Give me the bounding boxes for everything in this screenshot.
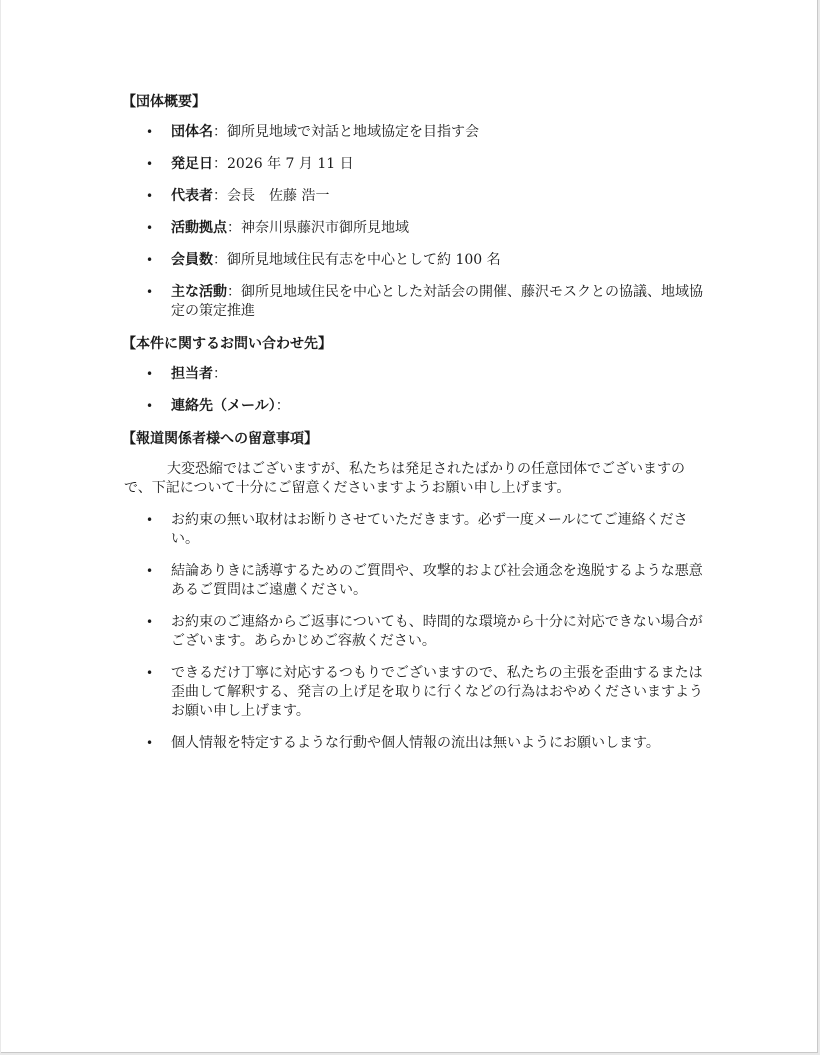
item-sep: ： [227,220,241,236]
bullet-icon: • [146,564,154,578]
list-item [124,734,704,753]
item-sep: ： [213,188,227,204]
press-notes-heading: 【報道関係者様への留意事項】 [122,431,318,447]
bullet-icon: • [146,125,154,139]
item-value: 2026 年 7 月 11 日 [227,156,354,172]
bullet-icon: • [146,285,154,299]
item-label: 団体名 [171,124,213,140]
item-label: 連絡先（メール） [171,398,276,414]
bullet-icon: • [146,157,154,171]
list-item [124,283,704,321]
list-item [124,562,704,600]
item-sep: ： [213,366,227,382]
list-item [124,365,704,384]
list-item [124,664,704,721]
item-sep: ： [213,156,227,172]
item-sep: ： [227,284,241,300]
note-text: 個人情報を特定するような行動や個人情報の流出は無いようにお願いします。 [171,735,660,751]
note-text: 結論ありきに誘導するためのご質問や、攻撃的および社会通念を逸脱するような悪意あるご質問はご遠慮ください。 [171,563,703,598]
press-notes-intro: 大変恐縮ではございますが、私たちは発足されたばかりの任意団体でございますので、下記について十分にご留意くださいますようお願い申し上げます。 [124,461,685,496]
list-item [124,219,704,238]
bullet-icon: • [146,367,154,381]
note-text: お約束の無い取材はお断りさせていただきます。必ず一度メールにてご連絡ください。 [171,512,688,547]
bullet-icon: • [146,666,154,680]
item-value: 御所見地域で対話と地域協定を目指す会 [227,124,479,140]
item-label: 会員数 [171,252,213,268]
item-sep: ： [275,398,290,414]
item-value: 神奈川県藤沢市御所見地域 [241,220,409,236]
list-item [124,251,704,270]
item-label: 代表者 [171,188,213,204]
item-label: 活動拠点 [171,220,227,236]
bullet-icon: • [146,399,154,413]
list-item [124,123,704,142]
bullet-icon: • [146,736,154,750]
item-value: 会長 佐藤 浩一 [227,188,330,204]
bullet-icon: • [146,513,154,527]
list-item [124,397,704,416]
note-text: できるだけ丁寧に対応するつもりでございますので、私たちの主張を歪曲するまたは歪曲して解釈する、発言の上げ足を取りに行くなどの行為はおやめくださいますようお願い申し上げます。 [171,665,703,719]
item-label: 担当者 [171,366,213,382]
org-overview-heading: 【団体概要】 [122,94,206,110]
press-notes-list [124,511,704,753]
item-label: 主な活動 [171,284,227,300]
list-item [124,613,704,651]
bullet-icon: • [146,615,154,629]
list-item [124,511,704,549]
item-label: 発足日 [171,156,213,172]
bullet-icon: • [146,189,154,203]
list-item [124,155,704,174]
document-page [1,0,818,1053]
item-sep: ： [213,252,227,268]
bullet-icon: • [146,253,154,267]
bullet-icon: • [146,221,154,235]
note-text: お約束のご連絡からご返事についても、時間的な環境から十分に対応できない場合がございます。あらかじめご容赦ください。 [171,614,703,649]
document-body [124,92,704,766]
item-value: 御所見地域住民有志を中心として約 100 名 [227,252,501,268]
item-value: 御所見地域住民を中心とした対話会の開催、藤沢モスクとの協議、地域協定の策定推進 [171,284,703,319]
contact-list [124,365,704,416]
item-sep: ： [213,124,227,140]
contact-heading: 【本件に関するお問い合わせ先】 [122,336,332,352]
org-overview-list [124,123,704,321]
list-item [124,187,704,206]
